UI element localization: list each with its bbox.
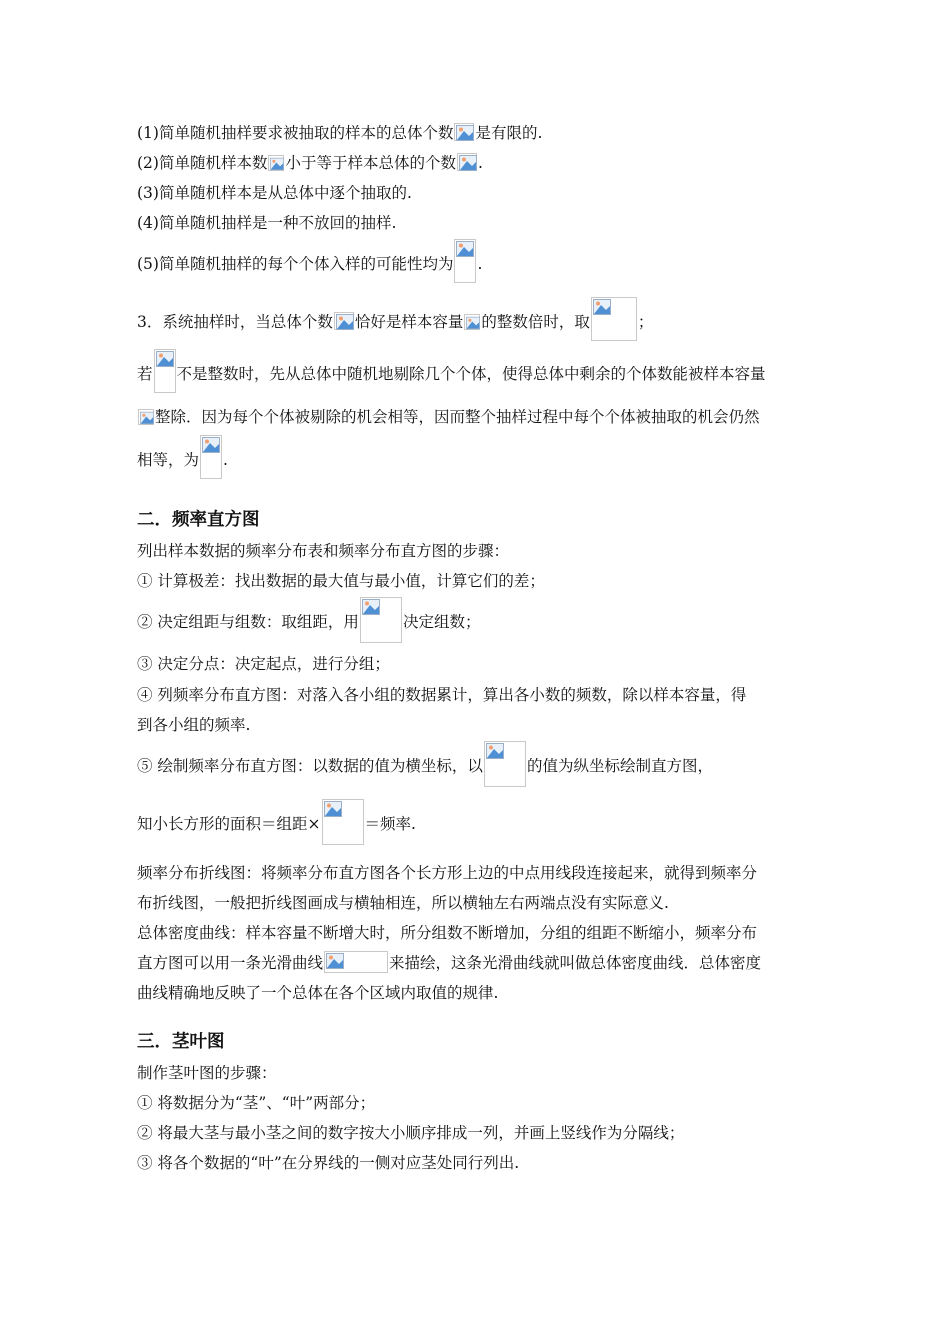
broken-image-icon (484, 741, 526, 787)
density-line-2 (137, 948, 817, 978)
paragraph-text: 的整数倍时，取 (481, 313, 590, 331)
stemleaf-step-3: ③ 将各个数据的“叶”在分界线的一侧对应茎处同行列出. (137, 1154, 520, 1172)
histogram-step-2 (137, 596, 817, 648)
item-text: 是有限的. (475, 124, 543, 142)
broken-image-icon (360, 597, 402, 643)
item-number: (5) (137, 255, 159, 273)
item-3 (137, 178, 817, 208)
broken-image-icon (322, 799, 364, 845)
item-text: . (477, 255, 483, 273)
paragraph-text: 若 (137, 365, 153, 383)
document-body (137, 118, 817, 1178)
step-text: 知小长方形的面积＝组距× (137, 815, 321, 833)
histogram-step-4a: ④ 列频率分布直方图：对落入各小组的数据累计，算出各小数的频数，除以样本容量，得 (137, 686, 747, 704)
step-text: ⑤ 绘制频率分布直方图：以数据的值为横坐标，以 (137, 757, 483, 775)
step-text: ＝频率. (364, 815, 416, 833)
item-text: . (478, 154, 483, 172)
histogram-area (137, 798, 817, 850)
histogram-step-5 (137, 740, 817, 792)
density-line-3: 曲线精确地反映了一个总体在各个区域内取值的规律. (137, 984, 499, 1002)
paragraph-text: 不是整数时，先从总体中随机地剔除几个个体，使得总体中剩余的个体数能被样本容量 (176, 365, 766, 383)
histogram-step-4b: 到各小组的频率. (137, 716, 251, 734)
histogram-step-3: ③ 决定分点：决定起点，进行分组； (137, 655, 390, 673)
broken-image-icon (464, 314, 480, 330)
broken-image-icon (138, 409, 154, 425)
systematic-line-4 (137, 434, 817, 486)
paragraph-text: 直方图可以用一条光滑曲线 (137, 954, 324, 972)
section-title-histogram: 二．频率直方图 (137, 510, 260, 530)
item-number: (2) (137, 154, 159, 172)
paragraph-text: 来描绘，这条光滑曲线就叫做总体密度曲线．总体密度 (389, 954, 762, 972)
item-text: 简单随机抽样要求被抽取的样本的总体个数 (158, 124, 454, 142)
histogram-intro: 列出样本数据的频率分布表和频率分布直方图的步骤： (137, 542, 510, 560)
histogram-step-1: ① 计算极差：找出数据的最大值与最小值，计算它们的差； (137, 572, 545, 590)
paragraph-text: . (223, 451, 228, 469)
broken-image-icon (154, 349, 176, 393)
broken-image-icon (591, 297, 637, 341)
item-number: (4) (137, 214, 159, 232)
item-number: (3) (137, 184, 159, 202)
step-text: 决定组数； (402, 613, 481, 631)
item-text: 简单随机样本是从总体中逐个抽取的. (158, 184, 412, 202)
step-text: ② 决定组距与组数：取组距，用 (137, 613, 359, 631)
broken-image-icon (334, 312, 354, 330)
polyline-line-1: 频率分布折线图：将频率分布直方图各个长方形上边的中点用线段连接起来，就得到频率分 (137, 864, 758, 882)
item-text: 简单随机抽样的每个个体入样的可能性均为 (158, 255, 454, 273)
step-text: 的值为纵坐标绘制直方图， (526, 757, 713, 775)
paragraph-text: 恰好是样本容量 (354, 313, 464, 331)
paragraph-text: 3．系统抽样时，当总体个数 (137, 313, 333, 331)
item-5 (137, 238, 817, 290)
broken-image-icon (200, 435, 222, 479)
polyline-line-2: 布折线图，一般把折线图画成与横轴相连，所以横轴左右两端点没有实际意义. (137, 894, 669, 912)
systematic-line-1 (137, 296, 817, 348)
systematic-line-2 (137, 348, 817, 400)
broken-image-icon (454, 239, 476, 283)
systematic-line-3 (137, 400, 817, 434)
stemleaf-intro: 制作茎叶图的步骤： (137, 1064, 277, 1082)
paragraph-text: 相等，为 (137, 451, 200, 469)
broken-image-icon (268, 155, 284, 171)
broken-image-icon (454, 123, 474, 141)
item-4 (137, 208, 817, 238)
item-2 (137, 148, 817, 178)
density-line-1: 总体密度曲线：样本容量不断增大时，所分组数不断增加，分组的组距不断缩小，频率分布 (137, 924, 758, 942)
broken-image-icon (457, 153, 477, 171)
section-title-stemleaf: 三．茎叶图 (137, 1032, 225, 1052)
item-1 (137, 118, 817, 148)
broken-image-icon (324, 951, 388, 973)
paragraph-text: ； (637, 313, 654, 331)
stemleaf-step-2: ② 将最大茎与最小茎之间的数字按大小顺序排成一列，并画上竖线作为分隔线； (137, 1124, 685, 1142)
item-number: (1) (137, 124, 159, 142)
item-text: 简单随机样本数 (158, 154, 268, 172)
paragraph-text: 整除．因为每个个体被剔除的机会相等，因而整个抽样过程中每个个体被抽取的机会仍然 (155, 408, 760, 426)
item-text: 简单随机抽样是一种不放回的抽样. (158, 214, 397, 232)
stemleaf-step-1: ① 将数据分为“茎”、“叶”两部分； (137, 1094, 376, 1112)
item-text: 小于等于样本总体的个数 (285, 154, 456, 172)
